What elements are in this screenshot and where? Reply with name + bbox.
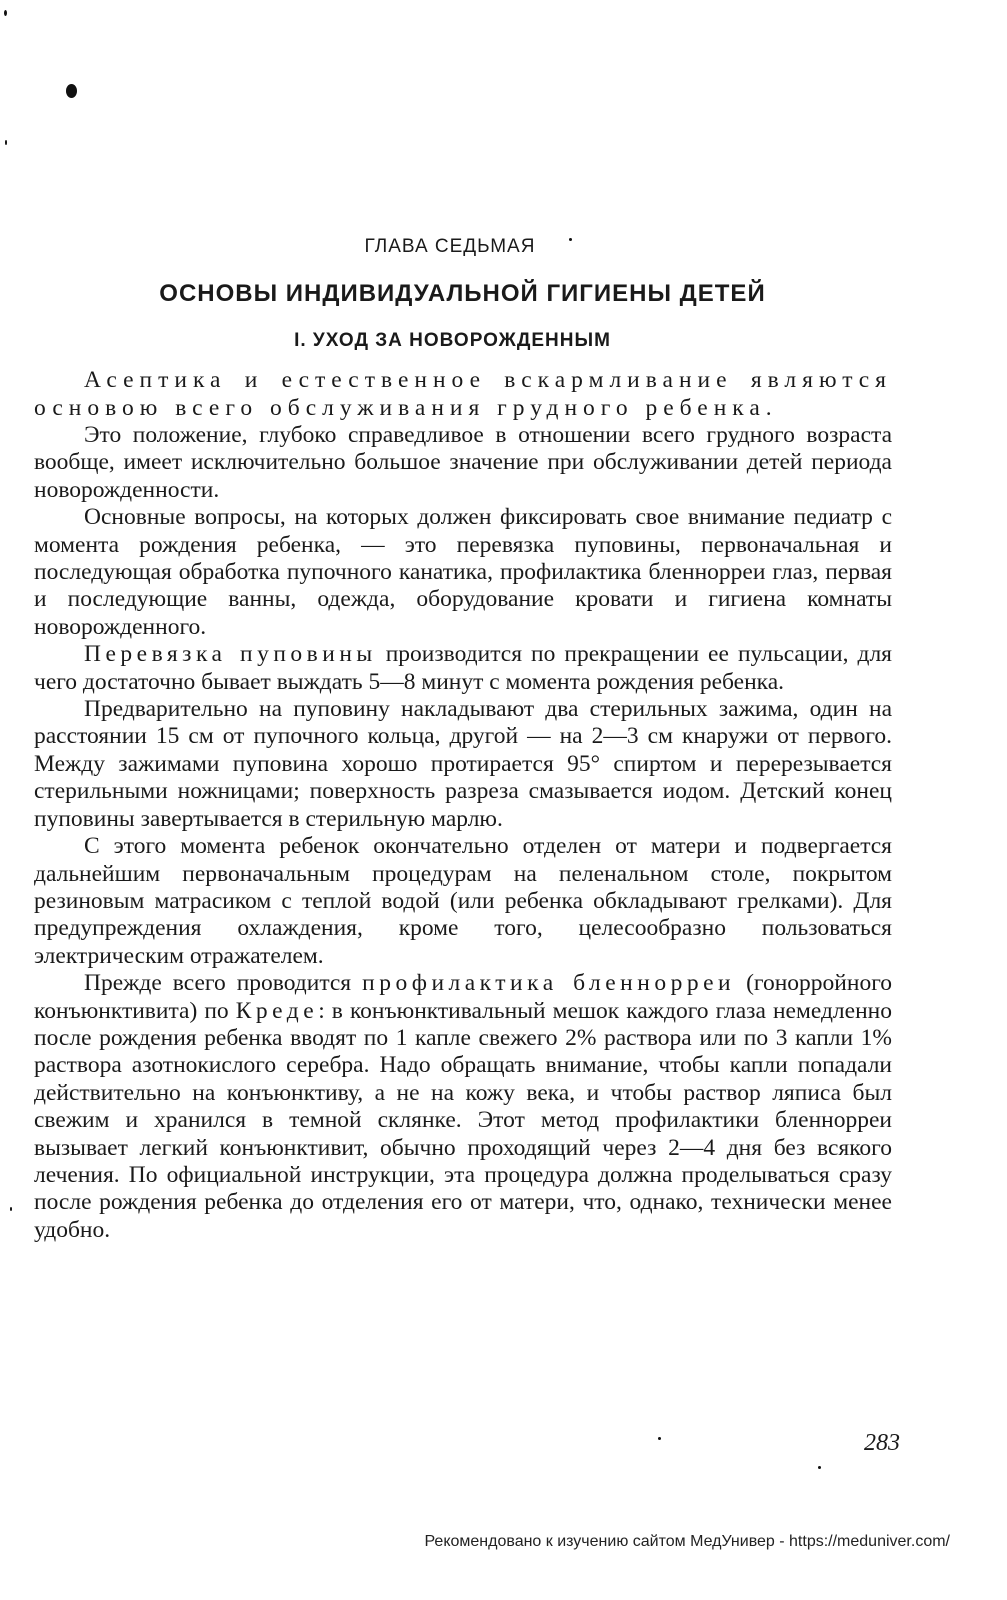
emphasis-term: профилактика бленнорреи [362,970,736,997]
paragraph-4 [34,641,892,696]
ink-speck [5,140,7,145]
ink-speck [818,1466,821,1469]
ink-speck [658,1437,661,1440]
page-number: 283 [864,1430,900,1456]
emphasis-term: Перевязка пуповины [84,641,377,668]
paragraph-2: Это положение, глубоко справедливое в отношении всего грудного возраста вообще, имеет исключительно большое значение при обслуживании детей периода новорожденности. [34,422,892,503]
paragraph-1: Асептика и естественное вскармливание являются основою всего обслуживания грудного ребенка. [34,367,892,421]
chapter-label: ГЛАВА СЕДЬМАЯ [364,236,536,257]
paragraph-5: Предварительно на пуповину накладывают два стерильных зажима, один на расстоянии 15 см от пупочного кольца, другой — на 2—3 см кнаружи от первого. Между зажимами пуповина хорошо протирается 95° спиртом и перерезывается стерильными ножницами; поверхность разреза смазывается иодом. Детский конец пуповины завертывается в стерильную марлю. [34,696,892,832]
ink-speck [10,1207,12,1211]
paragraph-text: (гонорройного конъюнктивита) по [34,970,892,1024]
ink-speck [66,84,77,98]
paragraph-7 [34,970,892,1244]
body-text [34,366,892,1244]
paragraph-text: Прежде всего проводится [84,970,363,997]
paragraph-6: С этого момента ребенок окончательно отделен от матери и подвергается дальнейшим первоначальным процедурам на пеленальном столе, покрытом резиновым матрасиком с теплой водой (или ребенка обкладывают грелками). Для предупреждения охлаждения, кроме того, целесообразно пользоваться электрическим отражателем. [34,833,892,969]
paragraph-text: : в конъюнктивальный мешок каждого глаза немедленно после рождения ребенка вводят по 1 капле свежего 2% раствора или по 3 капли 1% раствора азотнокислого серебра. Надо обращать внимание, чтобы капли попадали действительно на конъюнктиву, а не на кожу века, и чтобы раствор ляписа был свежим и хранился в темной склянке. Этот метод профилактики бленнорреи вызывает легкий конъюнктивит, обычно проходящий через 2—4 дня без всякого лечения. По официальной инструкции, эта процедура должна проделываться сразу после рождения ребенка до отделения его от матери, что, однако, технически менее удобно. [34,997,892,1243]
ink-speck [4,10,7,16]
chapter-title: ОСНОВЫ ИНДИВИДУАЛЬНОЙ ГИГИЕНЫ ДЕТЕЙ [159,280,766,307]
paragraph-text: производится по прекращении ее пульсации, для чего достаточно бывает выждать 5—8 минут с момента рождения ребенка. [34,641,892,695]
footer-recommendation: Рекомендовано к изучению сайтом МедУнивер - https://meduniver.com/ [424,1533,950,1550]
emphasis-name: Креде [235,997,319,1024]
section-title: I. УХОД ЗА НОВОРОЖДЕННЫМ [294,330,611,351]
paragraph-3: Основные вопросы, на которых должен фиксировать свое внимание педиатр с момента рождения ребенка, — это перевязка пуповины, первоначальная и последующая обработка пупочного канатика, профилактика бленнорреи глаз, первая и последующие ванны, одежда, оборудование кровати и гигиена комнаты новорожденного. [34,504,892,640]
